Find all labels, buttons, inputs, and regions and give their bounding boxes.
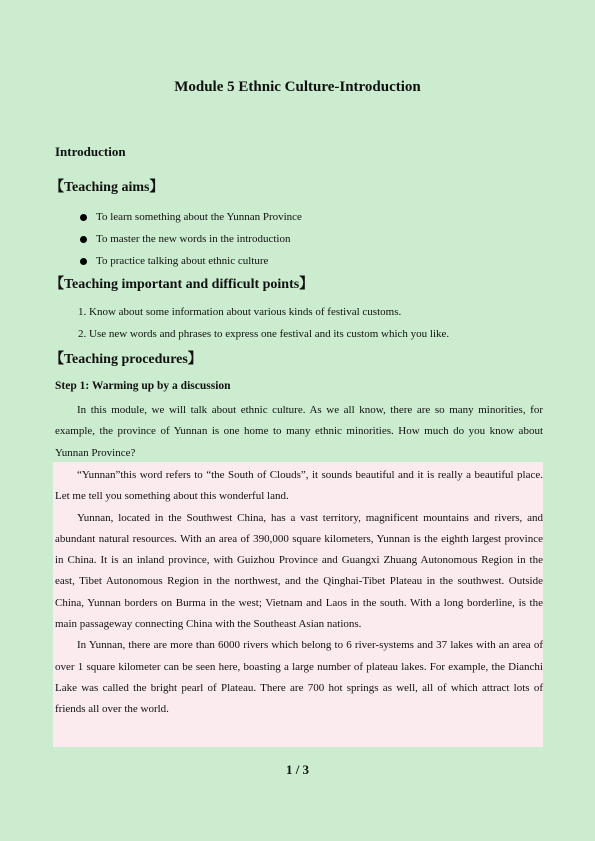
list-item bbox=[80, 250, 302, 272]
introduction-heading: Introduction bbox=[55, 144, 126, 159]
bullet-icon bbox=[80, 214, 87, 221]
list-item: 2. Use new words and phrases to express one festival and its custom which you like. bbox=[78, 328, 450, 340]
page-number: 1 / 3 bbox=[285, 762, 310, 777]
list-item bbox=[80, 206, 302, 228]
step-1-heading: Step 1: Warming up by a discussion bbox=[55, 380, 231, 392]
important-points-heading: 【Teaching important and difficult points】 bbox=[50, 277, 314, 292]
passage-paragraph: “Yunnan”this word refers to “the South of Clouds”, it sounds beautiful and it is really a beautiful place. Let me tell you something about this wonderful land. bbox=[55, 469, 543, 503]
list-item-text: To practice talking about ethnic culture bbox=[96, 255, 269, 267]
passage-paragraph: Yunnan, located in the Southwest China, has a vast territory, magnificent mountains and rivers, and abundant natural resources. With an area of 390,000 square kilometers, Yunnan is the eighth largest province in China. It is an inland province, with Guizhou Province and Guangxi Zhuang Autonomous Region in the east, Tibet Autonomous Region in the northwest, and the Qinghai-Tibet Plateau in the southwest. Outside China, Yunnan borders on Burma in the west; Vietnam and Laos in the south. With a long borderline, is the main passageway connecting China with the Southeast Asian nations. bbox=[55, 511, 543, 631]
teaching-aims-list bbox=[80, 206, 302, 272]
bullet-icon bbox=[80, 258, 87, 265]
highlighted-passage bbox=[55, 465, 543, 721]
teaching-procedures-heading: 【Teaching procedures】 bbox=[50, 352, 202, 367]
teaching-aims-heading: 【Teaching aims】 bbox=[50, 180, 164, 195]
list-item-text: To learn something about the Yunnan Province bbox=[96, 211, 302, 223]
bullet-icon bbox=[80, 236, 87, 243]
important-points-list bbox=[78, 304, 449, 348]
list-item-text: To master the new words in the introduction bbox=[96, 233, 291, 245]
discussion-paragraph: In this module, we will talk about ethnic culture. As we all know, there are so many minorities, for example, the province of Yunnan is one home to many ethnic minorities. How much do you know about Yunnan Province? bbox=[55, 404, 543, 459]
page-title: Module 5 Ethnic Culture-Introduction bbox=[174, 79, 421, 95]
list-item bbox=[80, 228, 302, 250]
passage-paragraph: In Yunnan, there are more than 6000 rivers which belong to 6 river-systems and 37 lakes with an area of over 1 square kilometer can be seen here, boasting a large number of plateau lakes. For example, the Dianchi Lake was called the bright pearl of Plateau. There are 700 hot springs as well, all of which attract lots of friends all over the world. bbox=[55, 639, 543, 716]
list-item: 1. Know about some information about various kinds of festival customs. bbox=[78, 306, 402, 318]
